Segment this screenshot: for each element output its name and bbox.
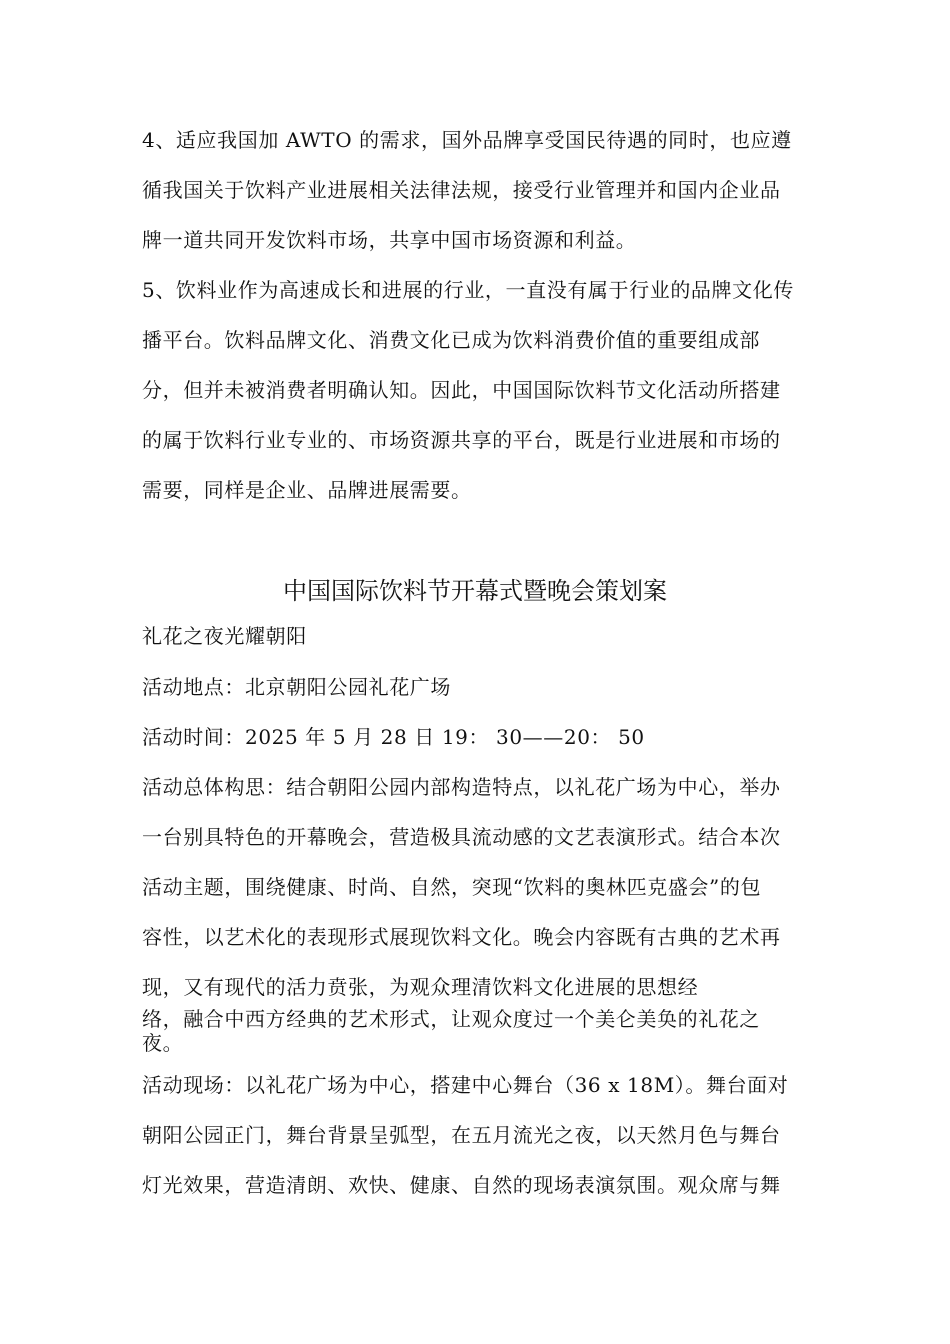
paragraph-4-line: 牌一道共同开发饮料市场，共享中国市场资源和利益。: [142, 228, 637, 252]
concept-line: 活动总体构思：结合朝阳公园内部构造特点，以礼花广场为中心，举办: [142, 775, 781, 799]
paragraph-4-line: 循我国关于饮料产业进展相关法律法规，接受行业管理并和国内企业品: [142, 178, 781, 202]
paragraph-4-line: 4、适应我国加 AWTO 的需求，国外品牌享受国民待遇的同时，也应遵: [142, 128, 792, 152]
concept-line: 容性，以艺术化的表现形式展现饮料文化。晚会内容既有古典的艺术再: [142, 925, 781, 949]
concept-line: 活动主题，围绕健康、时尚、自然，突现“饮料的奥林匹克盛会”的包: [142, 875, 762, 899]
plan-time: 活动时间：2025 年 5 月 28 日 19： 30——20： 50: [142, 725, 645, 749]
venue-line: 活动现场：以礼花广场为中心，搭建中心舞台（36 x 18M）。舞台面对: [142, 1073, 789, 1097]
concept-line: 现，又有现代的活力贲张，为观众理清饮料文化进展的思想经: [142, 975, 699, 999]
paragraph-5-line: 的属于饮料行业专业的、市场资源共享的平台，既是行业进展和市场的: [142, 428, 781, 452]
plan-location: 活动地点：北京朝阳公园礼花广场: [142, 675, 451, 699]
venue-line: 朝阳公园正门，舞台背景呈弧型，在五月流光之夜，以天然月色与舞台: [142, 1123, 781, 1147]
paragraph-5-line: 5、饮料业作为高速成长和进展的行业，一直没有属于行业的品牌文化传: [142, 278, 794, 302]
paragraph-5-line: 需要，同样是企业、品牌进展需要。: [142, 478, 472, 502]
paragraph-5-line: 播平台。饮料品牌文化、消费文化已成为饮料消费价值的重要组成部: [142, 328, 760, 352]
concept-line: 一台别具特色的开幕晚会，营造极具流动感的文艺表演形式。结合本次: [142, 825, 781, 849]
venue-line: 灯光效果，营造清朗、欢快、健康、自然的现场表演氛围。观众席与舞: [142, 1173, 781, 1197]
plan-title: 中国国际饮料节开幕式暨晚会策划案: [283, 577, 667, 605]
concept-line: 络，融合中西方经典的艺术形式，让观众度过一个美仑美奂的礼花之: [142, 1007, 760, 1031]
paragraph-5-line: 分，但并未被消费者明确认知。因此，中国国际饮料节文化活动所搭建: [142, 378, 781, 402]
plan-subtitle: 礼花之夜光耀朝阳: [142, 624, 307, 648]
concept-line: 夜。: [142, 1031, 184, 1055]
